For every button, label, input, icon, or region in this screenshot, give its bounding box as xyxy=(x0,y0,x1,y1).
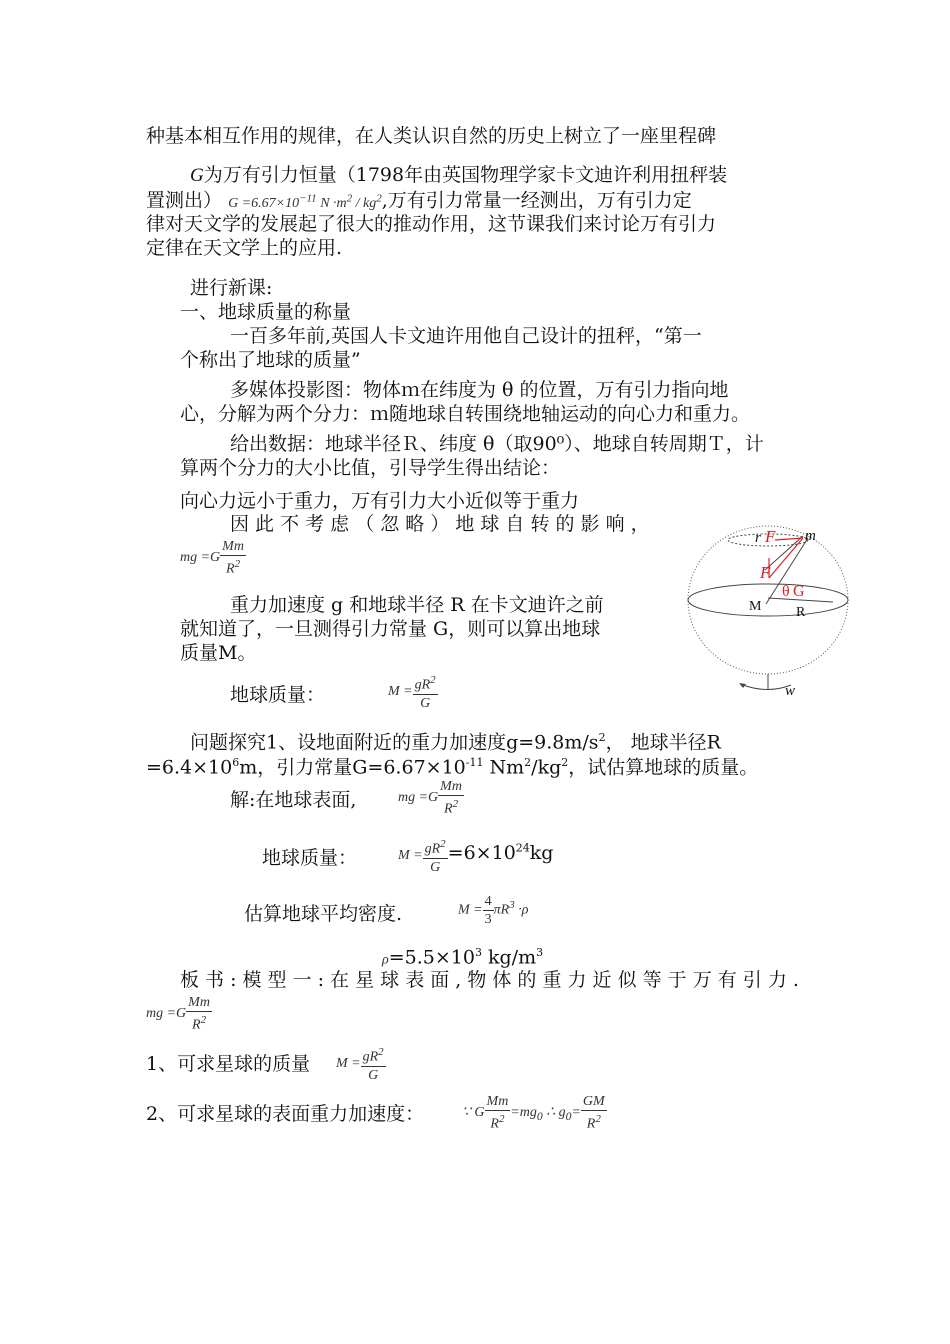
formula-sub: 0 xyxy=(536,1109,543,1123)
numerator: Mm xyxy=(486,1094,509,1109)
label-r: r xyxy=(755,530,761,546)
symbol-rho: ρ xyxy=(382,952,389,968)
formula-part: gR xyxy=(424,841,441,857)
formula-exp: 2 xyxy=(234,558,241,570)
text-span: kg xyxy=(529,842,554,865)
numerator: Mm xyxy=(222,539,244,554)
fraction xyxy=(485,1093,511,1133)
text-exp: 2 xyxy=(598,731,606,744)
formula-part: ∴ g xyxy=(546,1105,566,1121)
denominator xyxy=(192,1012,206,1034)
formula-sub: 0 xyxy=(565,1109,572,1123)
formula-exp: 2 xyxy=(346,192,353,204)
text-exp: 6 xyxy=(232,756,240,769)
text-span: 为万有引力恒量（1798年由英国物理学家卡文迪许利用扭秤装 xyxy=(203,164,728,186)
formula-part: R xyxy=(586,1116,596,1132)
formula-exp: 2 xyxy=(595,1113,601,1125)
numerator: Mm xyxy=(188,995,210,1010)
text-line: 心，分解为两个分力：ｍ随地球自转围绕地轴运动的向心力和重力。 xyxy=(180,403,751,425)
text-span: ,万有引力常量一经测出，万有引力定 xyxy=(381,189,692,212)
formula-exp: 2 xyxy=(430,674,436,686)
formula-part: G =6.67×10 xyxy=(228,195,300,211)
formula-part: R xyxy=(226,561,235,577)
text-line: 估算地球平均密度. xyxy=(244,903,403,925)
text-span: =6×10 xyxy=(447,842,516,865)
label-F2: F xyxy=(760,563,771,582)
text-line: 多媒体投影图：物体ｍ在纬度为 θ 的位置，万有引力指向地 xyxy=(230,379,729,401)
text-line: 解:在地球表面, xyxy=(230,789,357,811)
text-line: 重力加速度 g 和地球半径 R 在卡文迪许之前 xyxy=(230,594,604,616)
text-span: Nm xyxy=(483,756,525,779)
numerator: 4 xyxy=(484,894,492,909)
text-span: ，试估算地球的质量。 xyxy=(568,756,759,779)
formula-exp: 3 xyxy=(509,899,515,912)
formula-part: R xyxy=(444,801,453,817)
fraction xyxy=(186,994,212,1034)
text-line: 2、可求星球的表面重力加速度： xyxy=(146,1103,425,1125)
formula-part: ∵ G xyxy=(462,1105,485,1121)
symbol-G: G xyxy=(190,165,204,186)
text-span: /kg xyxy=(531,756,562,779)
fraction xyxy=(361,1044,386,1084)
label-M: M xyxy=(749,599,762,614)
label-F1: F xyxy=(765,527,776,546)
text-line: 就知道了，一旦测得引力常量 G，则可以算出地球 xyxy=(180,618,601,640)
formula-exp: 2 xyxy=(440,838,446,850)
formula-part: R xyxy=(490,1116,499,1132)
formula-part: / kg xyxy=(352,195,377,211)
formula-part: M = xyxy=(458,902,483,918)
formula-part: = xyxy=(571,1105,581,1121)
formula-part: M = xyxy=(398,848,423,864)
formula-part: =mg xyxy=(510,1105,537,1121)
text-line: 算两个分力的大小比值，引导学生得出结论： xyxy=(180,457,561,479)
result-value xyxy=(448,842,554,864)
formula-part: ·ρ xyxy=(514,902,529,918)
formula-exp: 2 xyxy=(376,192,382,204)
denominator xyxy=(490,1111,504,1133)
section-heading: 一、地球质量的称量 xyxy=(180,301,352,323)
formula-exp: −11 xyxy=(299,192,317,204)
rotation-arrow xyxy=(743,685,791,690)
formula-mg-gravity xyxy=(146,994,212,1034)
text-line: 地球质量： xyxy=(230,684,326,706)
text-span: =6.4×10 xyxy=(146,756,233,779)
formula-earth-mass xyxy=(388,672,438,712)
fraction xyxy=(483,893,494,928)
numerator: GM xyxy=(582,1094,605,1109)
text-line: 定律在天文学上的应用. xyxy=(146,237,343,259)
text-span: m，引力常量G=6.67×10 xyxy=(239,756,466,779)
formula-planet-mass xyxy=(336,1044,386,1084)
section-label: 进行新课: xyxy=(190,277,273,299)
label-G: G xyxy=(793,583,805,600)
text-line: 地球质量： xyxy=(262,847,358,869)
text-span: ， 地球半径R xyxy=(605,731,721,754)
denominator: 3 xyxy=(484,912,492,927)
formula-surface-gravity xyxy=(462,1093,607,1133)
formula-part: gR xyxy=(414,677,431,693)
formula-exp: 2 xyxy=(378,1046,384,1058)
text-line: 1、可求星球的质量 xyxy=(146,1053,311,1075)
denominator: G xyxy=(420,695,431,711)
denominator: G xyxy=(368,1067,379,1083)
formula-part: M = xyxy=(388,684,413,700)
formula-mg-gravity xyxy=(398,778,464,818)
formula-part: N ·m xyxy=(316,195,347,211)
text-line: 种基本相互作用的规律，在人类认识自然的历史上树立了一座里程碑 xyxy=(146,125,717,147)
text-line: 个称出了地球的质量” xyxy=(180,349,361,371)
text-span: kg/m xyxy=(481,946,537,969)
numerator: Mm xyxy=(440,779,462,794)
formula-density xyxy=(458,893,528,928)
numerator xyxy=(413,672,438,695)
fraction xyxy=(438,778,464,818)
text-exp: 3 xyxy=(536,946,544,959)
formula-part: πR xyxy=(493,902,510,918)
text-line: 律对天文学的发展起了很大的推动作用，这节课我们来讨论万有引力 xyxy=(146,213,717,235)
label-w: w xyxy=(785,683,796,699)
formula-exp: 2 xyxy=(200,1014,207,1026)
text-line xyxy=(190,163,727,188)
label-R: R xyxy=(796,605,806,620)
text-span: 问题探究1、设地面附近的重力加速度g=9.8m/s xyxy=(190,731,599,754)
numerator xyxy=(423,836,448,859)
text-exp: -11 xyxy=(465,756,484,769)
text-line: 向心力远小于重力，万有引力大小近似等于重力 xyxy=(180,490,580,512)
numerator xyxy=(361,1044,386,1067)
label-m: m xyxy=(805,528,816,544)
fraction xyxy=(423,836,448,876)
text-exp: 3 xyxy=(474,946,482,959)
denominator xyxy=(587,1111,601,1133)
formula-part: mg =G xyxy=(180,550,221,566)
fraction xyxy=(413,672,438,712)
denominator xyxy=(226,556,240,578)
denominator xyxy=(444,796,458,818)
formula-earth-mass-result xyxy=(398,836,553,876)
text-exp: 2 xyxy=(524,756,532,769)
formula-part: M = xyxy=(336,1056,361,1072)
text-exp: 2 xyxy=(561,756,569,769)
text-line: 因 此 不 考 虑 （ 忽 略 ） 地 球 自 转 的 影 响 ， xyxy=(230,513,650,535)
formula-part: mg =G xyxy=(146,1006,187,1022)
formula-part: mg =G xyxy=(398,790,439,806)
fraction xyxy=(581,1093,607,1133)
text-exp: 24 xyxy=(515,841,530,855)
formula-part: R xyxy=(192,1017,201,1033)
formula-part: gR xyxy=(362,1049,379,1065)
text-line: 一百多年前,英国人卡文迪许用他自己设计的扭秤，“第一 xyxy=(230,325,702,347)
fraction xyxy=(220,538,246,578)
text-span: 置测出） xyxy=(146,189,223,212)
formula-exp: 2 xyxy=(452,798,459,810)
gravitational-constant-formula xyxy=(228,192,382,211)
formula-mg-gravity xyxy=(180,538,246,578)
text-line xyxy=(146,751,758,779)
board-note: 板 书 : 模 型 一 : 在 星 球 表 面 , 物 体 的 重 力 近 似 等 于 万 有 引 力 . xyxy=(180,969,799,991)
text-span: =5.5×10 xyxy=(388,946,475,969)
text-line: 给出数据：地球半径Ｒ、纬度 θ（取90⁰）、地球自转周期Ｔ，计 xyxy=(230,433,764,455)
denominator: G xyxy=(430,859,441,875)
text-line: 质量M。 xyxy=(180,642,257,664)
earth-force-diagram xyxy=(683,518,853,704)
label-theta: θ xyxy=(782,583,790,600)
formula-exp: 2 xyxy=(498,1113,505,1125)
